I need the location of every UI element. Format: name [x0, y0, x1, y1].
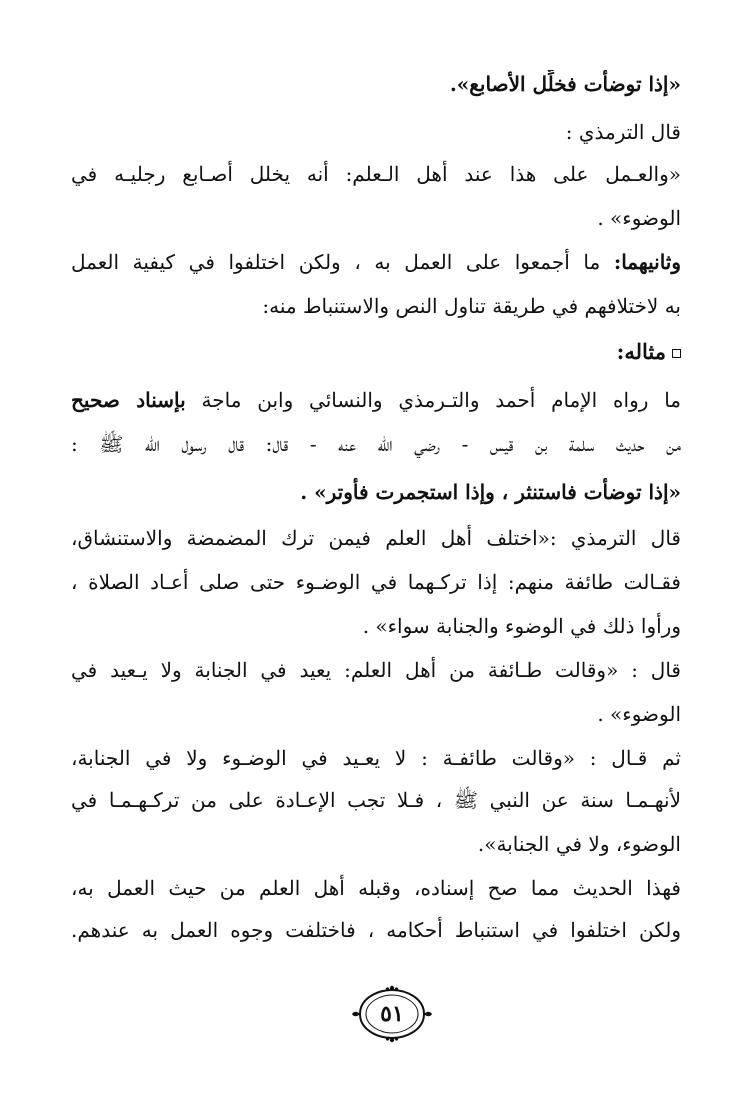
section-heading-label: مثاله: [616, 339, 666, 364]
text-span: ما رواه الإمام أحمد والتـرمذي والنسائي وابن ماجة [201, 388, 681, 412]
text-line: فقـالت طائفة منهم: إذا تركـهما في الوضـوء حتى صلى أعـاد الصلاة ، [71, 570, 681, 594]
bold-trail: بإسناد صحيح [71, 388, 186, 412]
text-line [71, 248, 681, 276]
page-number: ٥١ [380, 1001, 404, 1027]
text-line: «والعـمل على هذا عند أهل الـعلم: أنه يخلل أصـابع رجليـه في [71, 162, 681, 186]
text-line: فهذا الحديث مما صح إسناده، وقبله أهل العلم من حيث العمل به، [71, 876, 681, 900]
text-line: الوضوء، ولا في الجنابة». [477, 832, 681, 856]
text-line: من حديث سلمة بن قيس - رضي الله عنه - قال: قال رسول الله ﷺ : [71, 432, 681, 456]
text-span: ما أجمعوا على العمل به ، ولكن اختلفوا في كيفية العمل [71, 250, 601, 274]
text-line: الوضوء» . [597, 702, 681, 726]
text-line: الوضوء» . [597, 206, 681, 230]
text-line: ولكن اختلفوا في استنباط أحكامه ، فاختلفت وجوه العمل به عندهم. [71, 918, 681, 942]
bold-lead: وثانيهما: [613, 250, 681, 274]
hadith-quote-line: «إذا توضأت فخلِّل الأصابع». [449, 72, 681, 96]
text-line: قال : «وقالت طـائفة من أهل العلم: يعيد في الجنابة ولا يـعيد في [71, 658, 681, 682]
text-line [71, 386, 681, 414]
text-line: لأنهـمـا سنة عن النبي ﷺ ، فـلا تجب الإعـادة على من تركـهـمـا في [71, 788, 681, 812]
square-bullet-icon [672, 349, 681, 358]
text-line: ورأوا ذلك في الوضوء والجنابة سواء» . [362, 614, 681, 638]
text-line: به لاختلافهم في طريقة تناول النص والاستنباط منه: [262, 294, 681, 318]
section-heading [71, 338, 681, 366]
hadith-quote-line: «إذا توضأت فاستنثر ، وإذا استجمرت فأوتر» . [300, 480, 681, 504]
text-line: قال الترمذي :«اختلف أهل العلم فيمن ترك المضمضة والاستنشاق، [71, 526, 681, 550]
text-line: قال الترمذي : [565, 120, 681, 144]
text-line: ثم قـال : «وقالت طائفـة : لا يعـيد في الوضـوء ولا في الجنابة، [71, 746, 681, 770]
